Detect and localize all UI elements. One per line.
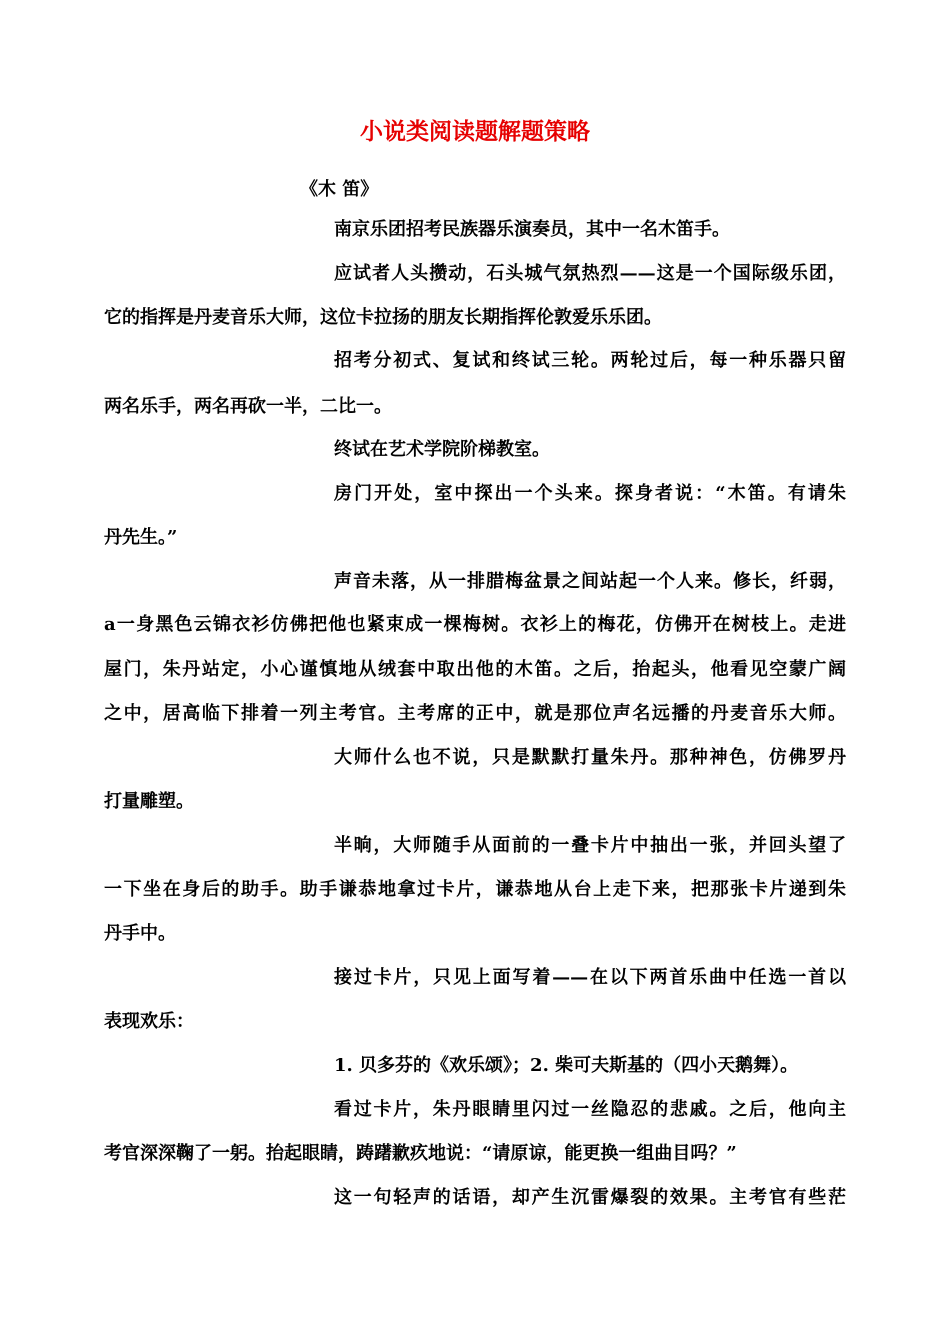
paragraph-line: 1. 贝多芬的《欢乐颂》；2. 柴可夫斯基的（四小天鹅舞）。 [334, 1055, 799, 1076]
paragraph-line: 一下坐在身后的助手。助手谦恭地拿过卡片，谦恭地从台上走下来，把那张卡片递到朱 [104, 879, 846, 900]
paragraph-line: 接过卡片，只见上面写着——在以下两首乐曲中任选一首以 [334, 967, 846, 988]
paragraph-line: 丹手中。 [104, 923, 176, 944]
paragraph-line: 应试者人头攒动，石头城气氛热烈——这是一个国际级乐团， [334, 263, 846, 284]
paragraph-line: 丹先生。” [104, 527, 178, 548]
paragraph-line: 看过卡片，朱丹眼睛里闪过一丝隐忍的悲戚。之后，他向主 [334, 1099, 846, 1120]
paragraph-line: 屋门，朱丹站定，小心谨慎地从绒套中取出他的木笛。之后，抬起头，他看见空蒙广阔 [104, 659, 846, 680]
paragraph-line: 打量雕塑。 [104, 791, 194, 812]
paragraph-line: 它的指挥是丹麦音乐大师，这位卡拉扬的朋友长期指挥伦敦爱乐乐团。 [104, 307, 662, 328]
paragraph-line: 南京乐团招考民族器乐演奏员，其中一名木笛手。 [334, 219, 730, 240]
paragraph-line: a一身黑色云锦衣衫仿佛把他也紧束成一棵梅树。衣衫上的梅花，仿佛开在树枝上。走进 [104, 614, 846, 635]
story-title: 《木 笛》 [300, 179, 379, 200]
paragraph-line: 这一句轻声的话语，却产生沉雷爆裂的效果。主考官有些茫 [334, 1187, 846, 1208]
paragraph-line: 两名乐手，两名再砍一半，二比一。 [104, 396, 392, 417]
paragraph-line: 招考分初式、复试和终试三轮。两轮过后，每一种乐器只留 [334, 350, 846, 371]
paragraph-line: 房门开处，室中探出一个头来。探身者说：“木笛。有请朱 [334, 483, 846, 504]
paragraph-line: 之中，居高临下排着一列主考官。主考席的正中，就是那位声名远播的丹麦音乐大师。 [104, 703, 846, 724]
paragraph-line: 表现欢乐： [104, 1011, 194, 1032]
paragraph-line: 半晌，大师随手从面前的一叠卡片中抽出一张，并回头望了 [334, 835, 846, 856]
paragraph-line: 终试在艺术学院阶梯教室。 [334, 439, 550, 460]
paragraph-line: 考官深深鞠了一躬。抬起眼睛，踌躇歉疚地说：“请原谅，能更换一组曲目吗？” [104, 1143, 737, 1164]
paragraph-line: 声音未落，从一排腊梅盆景之间站起一个人来。修长，纤弱， [334, 571, 846, 592]
document-title: 小说类阅读题解题策略 [360, 118, 590, 145]
paragraph-line: 大师什么也不说，只是默默打量朱丹。那种神色，仿佛罗丹 [334, 747, 846, 768]
